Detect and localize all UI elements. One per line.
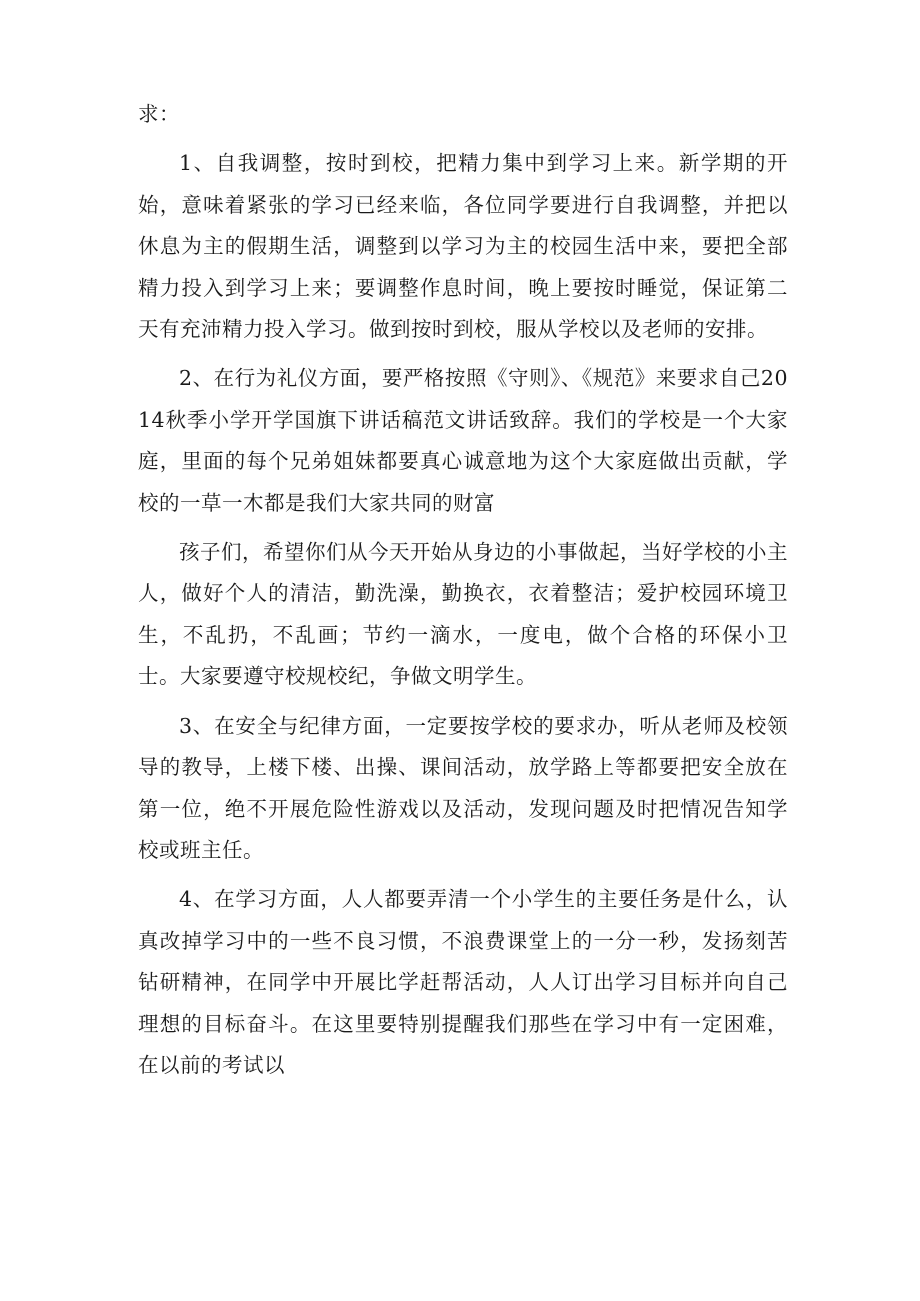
- document-body: [138, 94, 788, 1094]
- paragraph-etiquette: 2、在行为礼仪方面，要严格按照《守则》、《规范》来要求自己2014秋季小学开学国旗下讲话稿范文讲话致辞。我们的学校是一个大家庭，里面的每个兄弟姐妹都要真心诚意地为这个大家庭做出贡献，学校的一草一木都是我们大家共同的财富: [138, 366, 788, 515]
- paragraph-children: 孩子们，希望你们从今天开始从身边的小事做起，当好学校的小主人，做好个人的清洁，勤洗澡，勤换衣，衣着整洁；爱护校园环境卫生，不乱扔，不乱画；节约一滴水，一度电，做个合格的环保小卫士。大家要遵守校规校纪，争做文明学生。: [138, 540, 788, 689]
- paragraph-study: 4、在学习方面，人人都要弄清一个小学生的主要任务是什么，认真改掉学习中的一些不良习惯，不浪费课堂上的一分一秒，发扬刻苦钻研精神，在同学中开展比学赶帮活动，人人订出学习目标并向自己理想的目标奋斗。在这里要特别提醒我们那些在学习中有一定困难，在以前的考试以: [138, 887, 788, 1077]
- paragraph-safety-discipline: 3、在安全与纪律方面，一定要按学校的要求办，听从老师及校领导的教导，上楼下楼、出操、课间活动，放学路上等都要把安全放在第一位，绝不开展危险性游戏以及活动，发现问题及时把情况告知学校或班主任。: [138, 713, 788, 862]
- paragraph-continuation: 求：: [138, 102, 180, 126]
- paragraph-self-adjustment: 1、自我调整，按时到校，把精力集中到学习上来。新学期的开始，意味着紧张的学习已经来临，各位同学要进行自我调整，并把以休息为主的假期生活，调整到以学习为主的校园生活中来，要把全部精力投入到学习上来；要调整作息时间，晚上要按时睡觉，保证第二天有充沛精力投入学习。做到按时到校，服从学校以及老师的安排。: [138, 151, 788, 342]
